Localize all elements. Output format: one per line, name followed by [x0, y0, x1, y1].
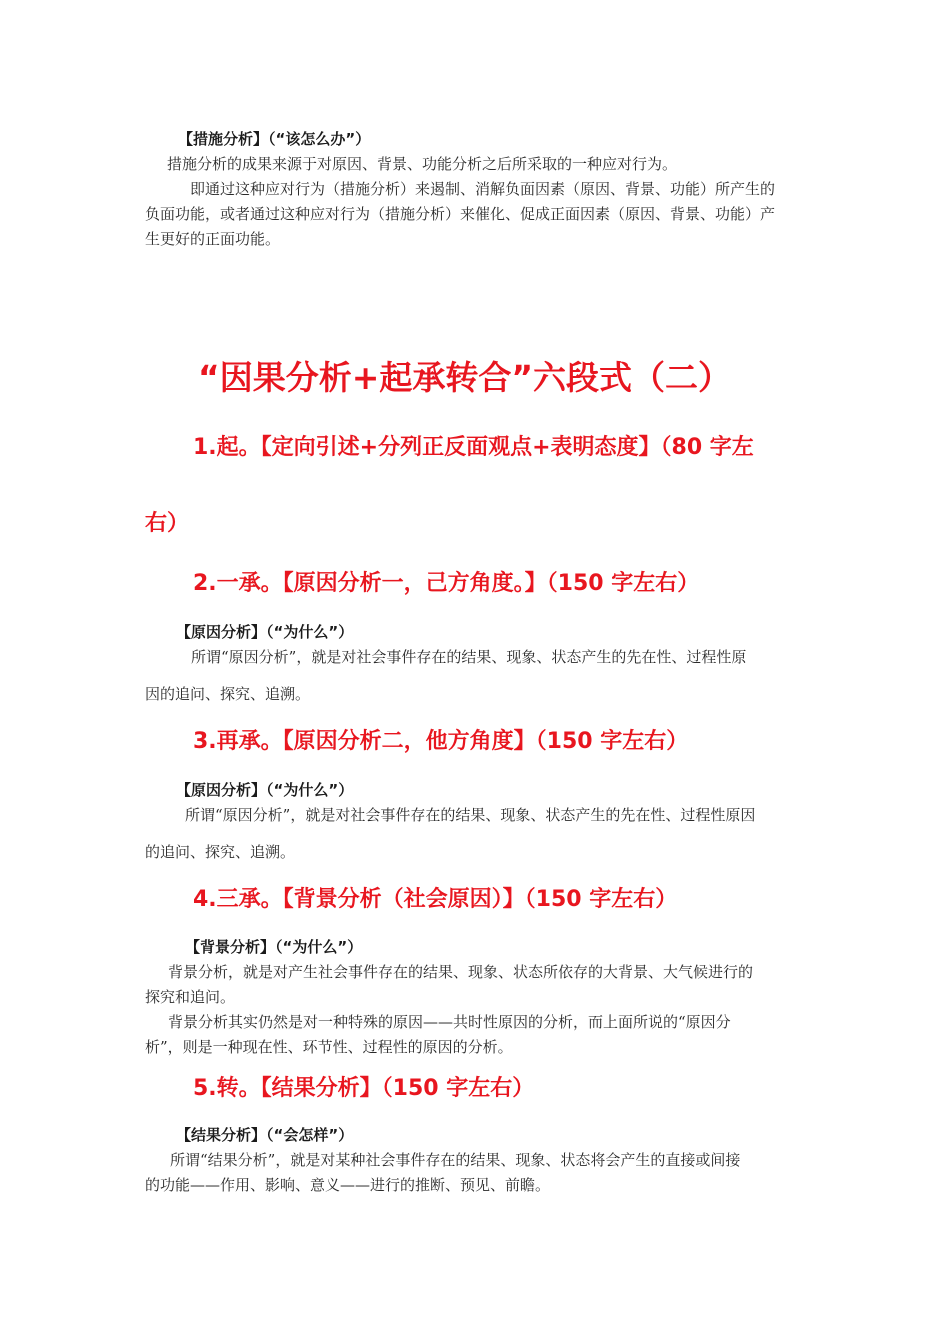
section-label-result: 【结果分析】（“会怎样”）	[176, 1126, 354, 1144]
paragraph-line: 析”，则是一种现在性、环节性、过程性的原因的分析。	[145, 1038, 513, 1056]
paragraph-line: 背景分析其实仍然是对一种特殊的原因——共时性原因的分析，而上面所说的“原因分	[168, 1013, 731, 1031]
paragraph-line: 措施分析的成果来源于对原因、背景、功能分析之后所采取的一种应对行为。	[167, 155, 678, 173]
paragraph-line: 的功能——作用、影响、意义——进行的推断、预见、前瞻。	[145, 1176, 551, 1194]
section-label-cause: 【原因分析】（“为什么”）	[176, 781, 354, 799]
paragraph-line: 背景分析，就是对产生社会事件存在的结果、现象、状态所依存的大背景、大气候进行的	[168, 963, 754, 981]
paragraph-line: 所谓“原因分析”，就是对社会事件存在的结果、现象、状态产生的先在性、过程性原	[191, 648, 747, 666]
paragraph-line: 负面功能，或者通过这种应对行为（措施分析）来催化、促成正面因素（原因、背景、功能）产	[145, 205, 776, 223]
section-label-cause: 【原因分析】（“为什么”）	[176, 623, 354, 641]
page-title: “因果分析+起承转合”六段式（二）	[198, 358, 732, 397]
section-heading-5: 5.转。【结果分析】（150 字左右）	[193, 1076, 535, 1101]
paragraph-line: 的追问、探究、追溯。	[145, 843, 296, 861]
section-label-measures: 【措施分析】（“该怎么办”）	[178, 130, 371, 148]
paragraph-line: 即通过这种应对行为（措施分析）来遏制、消解负面因素（原因、背景、功能）所产生的	[190, 180, 776, 198]
section-heading-1-cont: 右）	[145, 511, 190, 536]
paragraph-line: 所谓“结果分析”，就是对某种社会事件存在的结果、现象、状态将会产生的直接或间接	[170, 1151, 741, 1169]
section-heading-3: 3.再承。【原因分析二，他方角度】（150 字左右）	[193, 729, 689, 754]
paragraph-line: 生更好的正面功能。	[145, 230, 281, 248]
paragraph-line: 因的追问、探究、追溯。	[145, 685, 311, 703]
section-heading-4: 4.三承。【背景分析（社会原因）】（150 字左右）	[193, 887, 678, 912]
section-label-background: 【背景分析】（“为什么”）	[185, 938, 363, 956]
paragraph-line: 探究和追问。	[145, 988, 236, 1006]
section-heading-2: 2.一承。【原因分析一，己方角度。】（150 字左右）	[193, 571, 700, 596]
section-heading-1: 1.起。【定向引述+分列正反面观点+表明态度】（80 字左	[193, 435, 754, 460]
paragraph-line: 所谓“原因分析”，就是对社会事件存在的结果、现象、状态产生的先在性、过程性原因	[185, 806, 756, 824]
